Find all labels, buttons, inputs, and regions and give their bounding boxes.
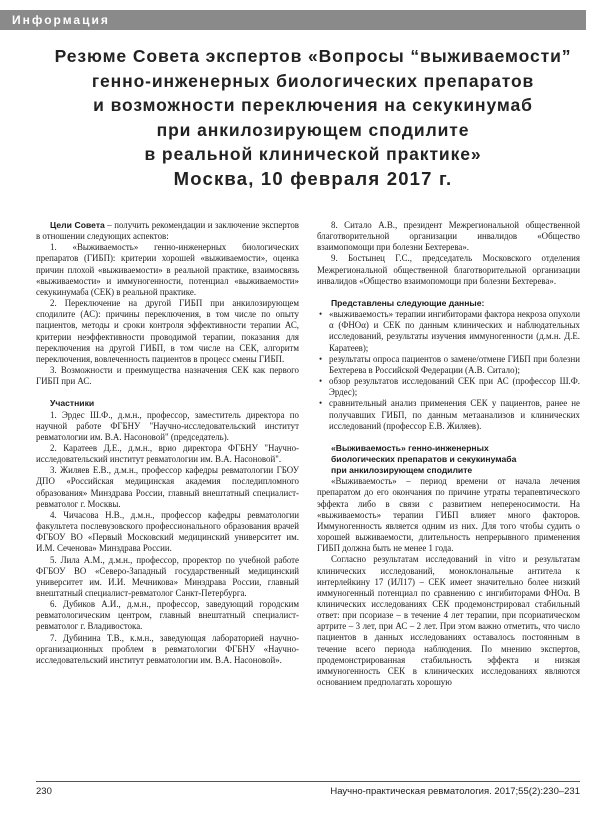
data-list-item: • обзор результатов исследований СЕК при АС (профессор Ш.Ф. Эрдес); xyxy=(317,376,580,398)
section-heading xyxy=(317,443,580,476)
body-paragraph: Согласно результатам исследований in vitro и результатам клинических исследований, моноклональные антитела к интерлейкину 17 (ИЛ17) – СЕК имеет значительно более низкий иммуногенный потенциал по сравнению с ингибиторами ФНОα. В клинических исследованиях СЕК продемонстрировал стабильный ответ: при псориазе – в течение 4 лет терапии, при псориатическом артрите – 3 лет, при АС – 2 лет. При этом важно отметить, что число пациентов в данных исследованиях оставалось постоянным в течение всего периода наблюдения. По мнению экспертов, продемонстрированная стабильность эффекта и низкая иммуногенность СЕК в клинических исследованиях являются основанием предполагать хорошую xyxy=(317,554,580,688)
rubric-bar xyxy=(0,10,586,30)
goals-lead: Цели Совета xyxy=(50,220,105,230)
data-list-item: • сравнительный анализ применения СЕК у пациентов, ранее не получавших ГИБП, по данным метаанализов и клинических исследований (профессор Е.В. Жиляев). xyxy=(317,398,580,431)
goals-text: – получить рекомендации и заключение экспертов в отношении следующих аспектов: xyxy=(36,220,299,242)
aim-item: 3. Возможности и преимущества назначения СЕК как первого ГИБП при АС. xyxy=(36,365,299,387)
aim-item: 1. «Выживаемость» генно-инженерных биологических препаратов (ГИБП): критерии хорошей «выживаемости», оценка причин плохой «выживаемости» в реальной практике, взаимосвязь «выживаемости» и иммуногенности, потенциал «выживаемости» секукинумаба (СЕК) в реальной практике. xyxy=(36,242,299,297)
aim-item: 2. Переключение на другой ГИБП при анкилозирующем сподилите (АС): причины переключения, в том числе по опыту пациентов, методы и сроки контроля эффективности терапии АС, критерии неэффективности проводимой терапии, показания для переключения на другой ГИБП, в том числе на СЕК, алгоритм переключения, вовлеченность пациентов в процесс смены ГИБП. xyxy=(36,298,299,364)
participant-item: 5. Лила А.М., д.м.н., профессор, проректор по учебной работе ФГБОУ ВО «Северо-Западный государственный медицинский университет им. И.И. Мечникова» Минздрава России, главный внештатный специалист-ревматолог Санкт-Петербурга. xyxy=(36,554,299,598)
participant-item: 2. Каратеев Д.Е., д.м.н., врио директора ФГБНУ "Научно-исследовательский институт ревматологии им. В.А. Насоновой". xyxy=(36,442,299,465)
title-line: при анкилозирующем сподилите xyxy=(156,119,470,140)
left-column xyxy=(36,220,299,666)
participant-item: 1. Эрдес Ш.Ф., д.м.н., профессор, заместитель директора по научной работе ФГБНУ "Научно-исследовательский институт ревматологии им. В.А. Насоновой" (председатель). xyxy=(36,409,299,442)
participant-item: 8. Ситало А.В., президент Межрегиональной общественной благотворительной организации инвалидов «Общество взаимопомощи при болезни Бехтерева». xyxy=(317,220,580,253)
right-column xyxy=(317,220,580,688)
section-heading-line: биологических препаратов и секукинумаба xyxy=(331,453,517,464)
participant-item: 6. Дубиков А.И., д.м.н., профессор, заведующий городским ревматологическим центром, главный внештатный специалист-ревматолог г. Владивостока. xyxy=(36,599,299,632)
title-line: и возможности переключения на секукинумаб xyxy=(93,95,533,115)
footer-rule xyxy=(36,781,580,782)
title-line: в реальной клинической практике» xyxy=(144,144,482,164)
participants-heading: Участники xyxy=(50,398,95,409)
participant-item: 7. Дубинина Т.В., к.м.н., заведующая лабораторией научно-организационных проблем в ревматологии ФГБНУ «Научно-исследовательский институт ревматологии им. В.А. Насоновой». xyxy=(36,632,299,665)
journal-citation: Научно-практическая ревматология. 2017;55(2):230–231 xyxy=(330,786,580,797)
rubric-label: Информация xyxy=(12,13,110,27)
participant-item: 9. Бостынец Г.С., председатель Московского отделения Межрегиональной общественной благотворительной организации инвалидов «Общество взаимопомощи при болезни Бехтерева». xyxy=(317,253,580,286)
data-list-item: • «выживаемость» терапии ингибиторами фактора некроза опухоли α (ФНОα) и СЕК по данным клинических и наблюдательных исследований, результаты изучения иммуногенности (д.м.н. Д.Е. Каратеев); xyxy=(317,309,580,354)
section-heading-line: при анкилозирующем сподилите xyxy=(331,465,473,476)
data-list xyxy=(317,309,580,432)
page-number: 230 xyxy=(36,786,52,797)
goals-paragraph xyxy=(36,220,299,242)
participant-item: 3. Жиляев Е.В., д.м.н., профессор кафедры ревматологии ГБОУ ДПО «Российская медицинская академия последипломного образования» Минздрава России, главный внештатный специалист-ревматолог г. Москвы. xyxy=(36,465,299,509)
article-title xyxy=(40,44,586,191)
data-list-item: • результаты опроса пациентов о замене/отмене ГИБП при болезни Бехтерева в Российской Федерации (А.В. Ситало); xyxy=(317,354,580,376)
section-heading-line: «Выживаемость» генно-инженерных xyxy=(331,442,489,453)
title-line: генно-инженерных биологических препаратов xyxy=(91,70,535,91)
title-line-date: Москва, 10 февраля 2017 г. xyxy=(173,167,453,189)
data-heading: Представлены следующие данные: xyxy=(331,297,485,308)
participant-item: 4. Чичасова Н.В., д.м.н., профессор кафедры ревматологии факультета послевузовского профессионального образования врачей ФГБОУ ВО «Первый Московский медицинский университет им. И.М. Сеченова» Минздрава России. xyxy=(36,509,299,554)
body-paragraph: «Выживаемость» – период времени от начала лечения препаратом до его окончания по причине утраты терапевтического эффекта либо в связи с развитием непереносимости. На «выживаемость» терапии ГИБП влияет много факторов. Иммуногенность является одним из них. Для того чтобы судить о хорошей выживаемости, длительность непрерывного применения ГИБП должна быть не менее 1 года. xyxy=(317,476,580,554)
title-line: Резюме Совета экспертов «Вопросы “выживаемости” xyxy=(54,46,572,66)
